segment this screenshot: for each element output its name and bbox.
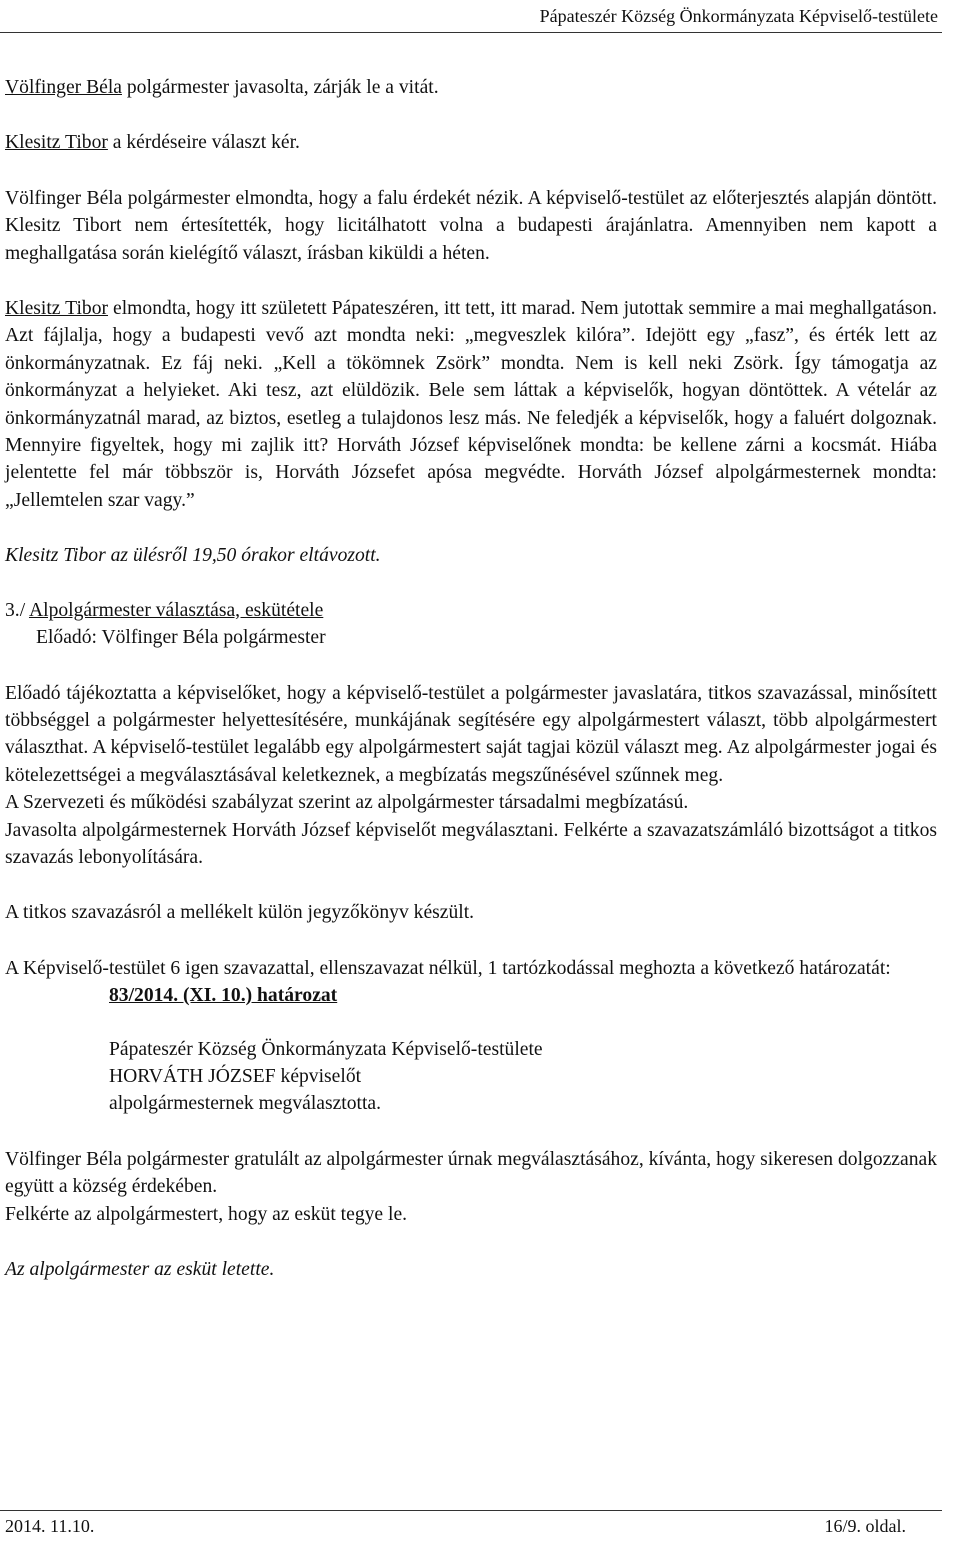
footer-page-number: 16/9. oldal.: [824, 1516, 906, 1536]
agenda-presenter: Előadó: Völfinger Béla polgármester: [36, 627, 326, 649]
speaker-name: Klesitz Tibor: [5, 298, 109, 320]
resolution-body: [5, 1036, 937, 1118]
header-title: Pápateszér Község Önkormányzata Képviselő-testülete: [539, 6, 938, 26]
paragraph-oath-request: Felkérte az alpolgármestert, hogy az esküt tegye le.: [5, 1203, 408, 1225]
paragraph-departure-note: Klesitz Tibor az ülésről 19,50 órakor eltávozott.: [5, 545, 381, 567]
document-body: [5, 74, 937, 1283]
resolution-line: HORVÁTH JÓZSEF képviselőt: [109, 1065, 362, 1087]
resolution-line: alpolgármesternek megválasztotta.: [109, 1093, 382, 1115]
paragraph-closing-debate: Völfinger Béla polgármester javasolta, zárják le a vitát.: [5, 77, 439, 98]
speaker-name: Klesitz Tibor: [5, 132, 108, 154]
paragraph-klesitz-request: Klesitz Tibor a kérdéseire választ kér.: [5, 132, 300, 154]
resolution-line: Pápateszér Község Önkormányzata Képviselő-testülete: [109, 1038, 543, 1060]
agenda-item: 3./ Alpolgármester választása, eskütétele: [5, 599, 324, 621]
paragraph-oath-taken: Az alpolgármester az esküt letette.: [5, 1259, 275, 1280]
paragraph-smsz: A Szervezeti és működési szabályzat szerint az alpolgármester társadalmi megbízatású.: [5, 792, 689, 814]
paragraph-vote-result: A Képviselő-testület 6 igen szavazattal, ellenszavazat nélkül, 1 tartózkodással meghozta a következő határozatát:: [5, 957, 891, 979]
paragraph-briefing: Előadó tájékoztatta a képviselőket, hogy a képviselő-testület a polgármester javaslatára, titkos szavazással, minősített többséggel a polgármester helyettesítésére, munkájának segítésére egy alpolgármestert választ, több alpolgármestert választhat. A képviselő-testület legalább egy alpolgármestert saját tagjai közül választ meg. Az alpolgármester jogai és kötelezettségei a megválasztásával keletkeznek, a megbízatás megszűnésével szűnnek meg.: [5, 682, 937, 786]
page-header: [0, 0, 942, 33]
footer-date: 2014. 11.10.: [5, 1516, 95, 1536]
page-footer: [0, 1510, 942, 1541]
paragraph-congratulation: Völfinger Béla polgármester gratulált az alpolgármester úrnak megválasztásához, kívánta, hogy sikeresen dolgozzanak együtt a község érdekében.: [5, 1148, 937, 1198]
speaker-name: Völfinger Béla: [5, 77, 122, 98]
agenda-item-title: Alpolgármester választása, eskütétele: [28, 599, 324, 621]
paragraph-secret-ballot: A titkos szavazásról a mellékelt külön jegyzőkönyv készült.: [5, 902, 475, 924]
paragraph-proposal: Javasolta alpolgármesternek Horváth József képviselőt megválasztani. Felkérte a szavazatszámláló bizottságot a titkos szavazás lebonyolítására.: [5, 819, 937, 868]
paragraph-mayor-reply: Völfinger Béla polgármester elmondta, hogy a falu érdekét nézik. A képviselő-testület az előterjesztés alapján döntött. Klesitz Tibort nem értesítették, hogy licitálhatott volna a budapesti árajánlatra. Amennyiben nem kapott a meghallgatása során kielégítő választ, írásban kiküldi a héten.: [5, 187, 937, 264]
paragraph-klesitz-statement: Klesitz Tibor elmondta, hogy itt született Pápateszéren, itt tett, itt marad. Nem jutottak semmire a mai meghallgatáson. Azt fájlalja, hogy a budapesti vevő azt mondta neki: „megveszlek kilóra”. Idejött egy „fasz”, és érték lett az önkormányzatnak. Ez fáj neki. „Kell a tökömnek Zsörk” mondta. Nem is kell neki Zsörk. Így támogatja az önkormányzat a helyieket. Aki tesz, azt elüldözik. Bele sem láttak a képviselők, hogyan döntöttek. A vételár az önkormányzatnál marad, az biztos, esetleg a tulajdonos lesz más. Ne feledjék a képviselők, hogy a faluért dolgoznak. Mennyire figyeltek, hogy mi zajlik itt? Horváth József képviselőnek mondta: be kellene zárni a kocsmát. Hiába jelentette fel már többször is, Horváth Józsefet apósa megvédte. Horváth József alpolgármesternek mondta: „Jellemtelen szar vagy.”: [5, 298, 937, 511]
resolution-title: 83/2014. (XI. 10.) határozat: [109, 985, 338, 1007]
